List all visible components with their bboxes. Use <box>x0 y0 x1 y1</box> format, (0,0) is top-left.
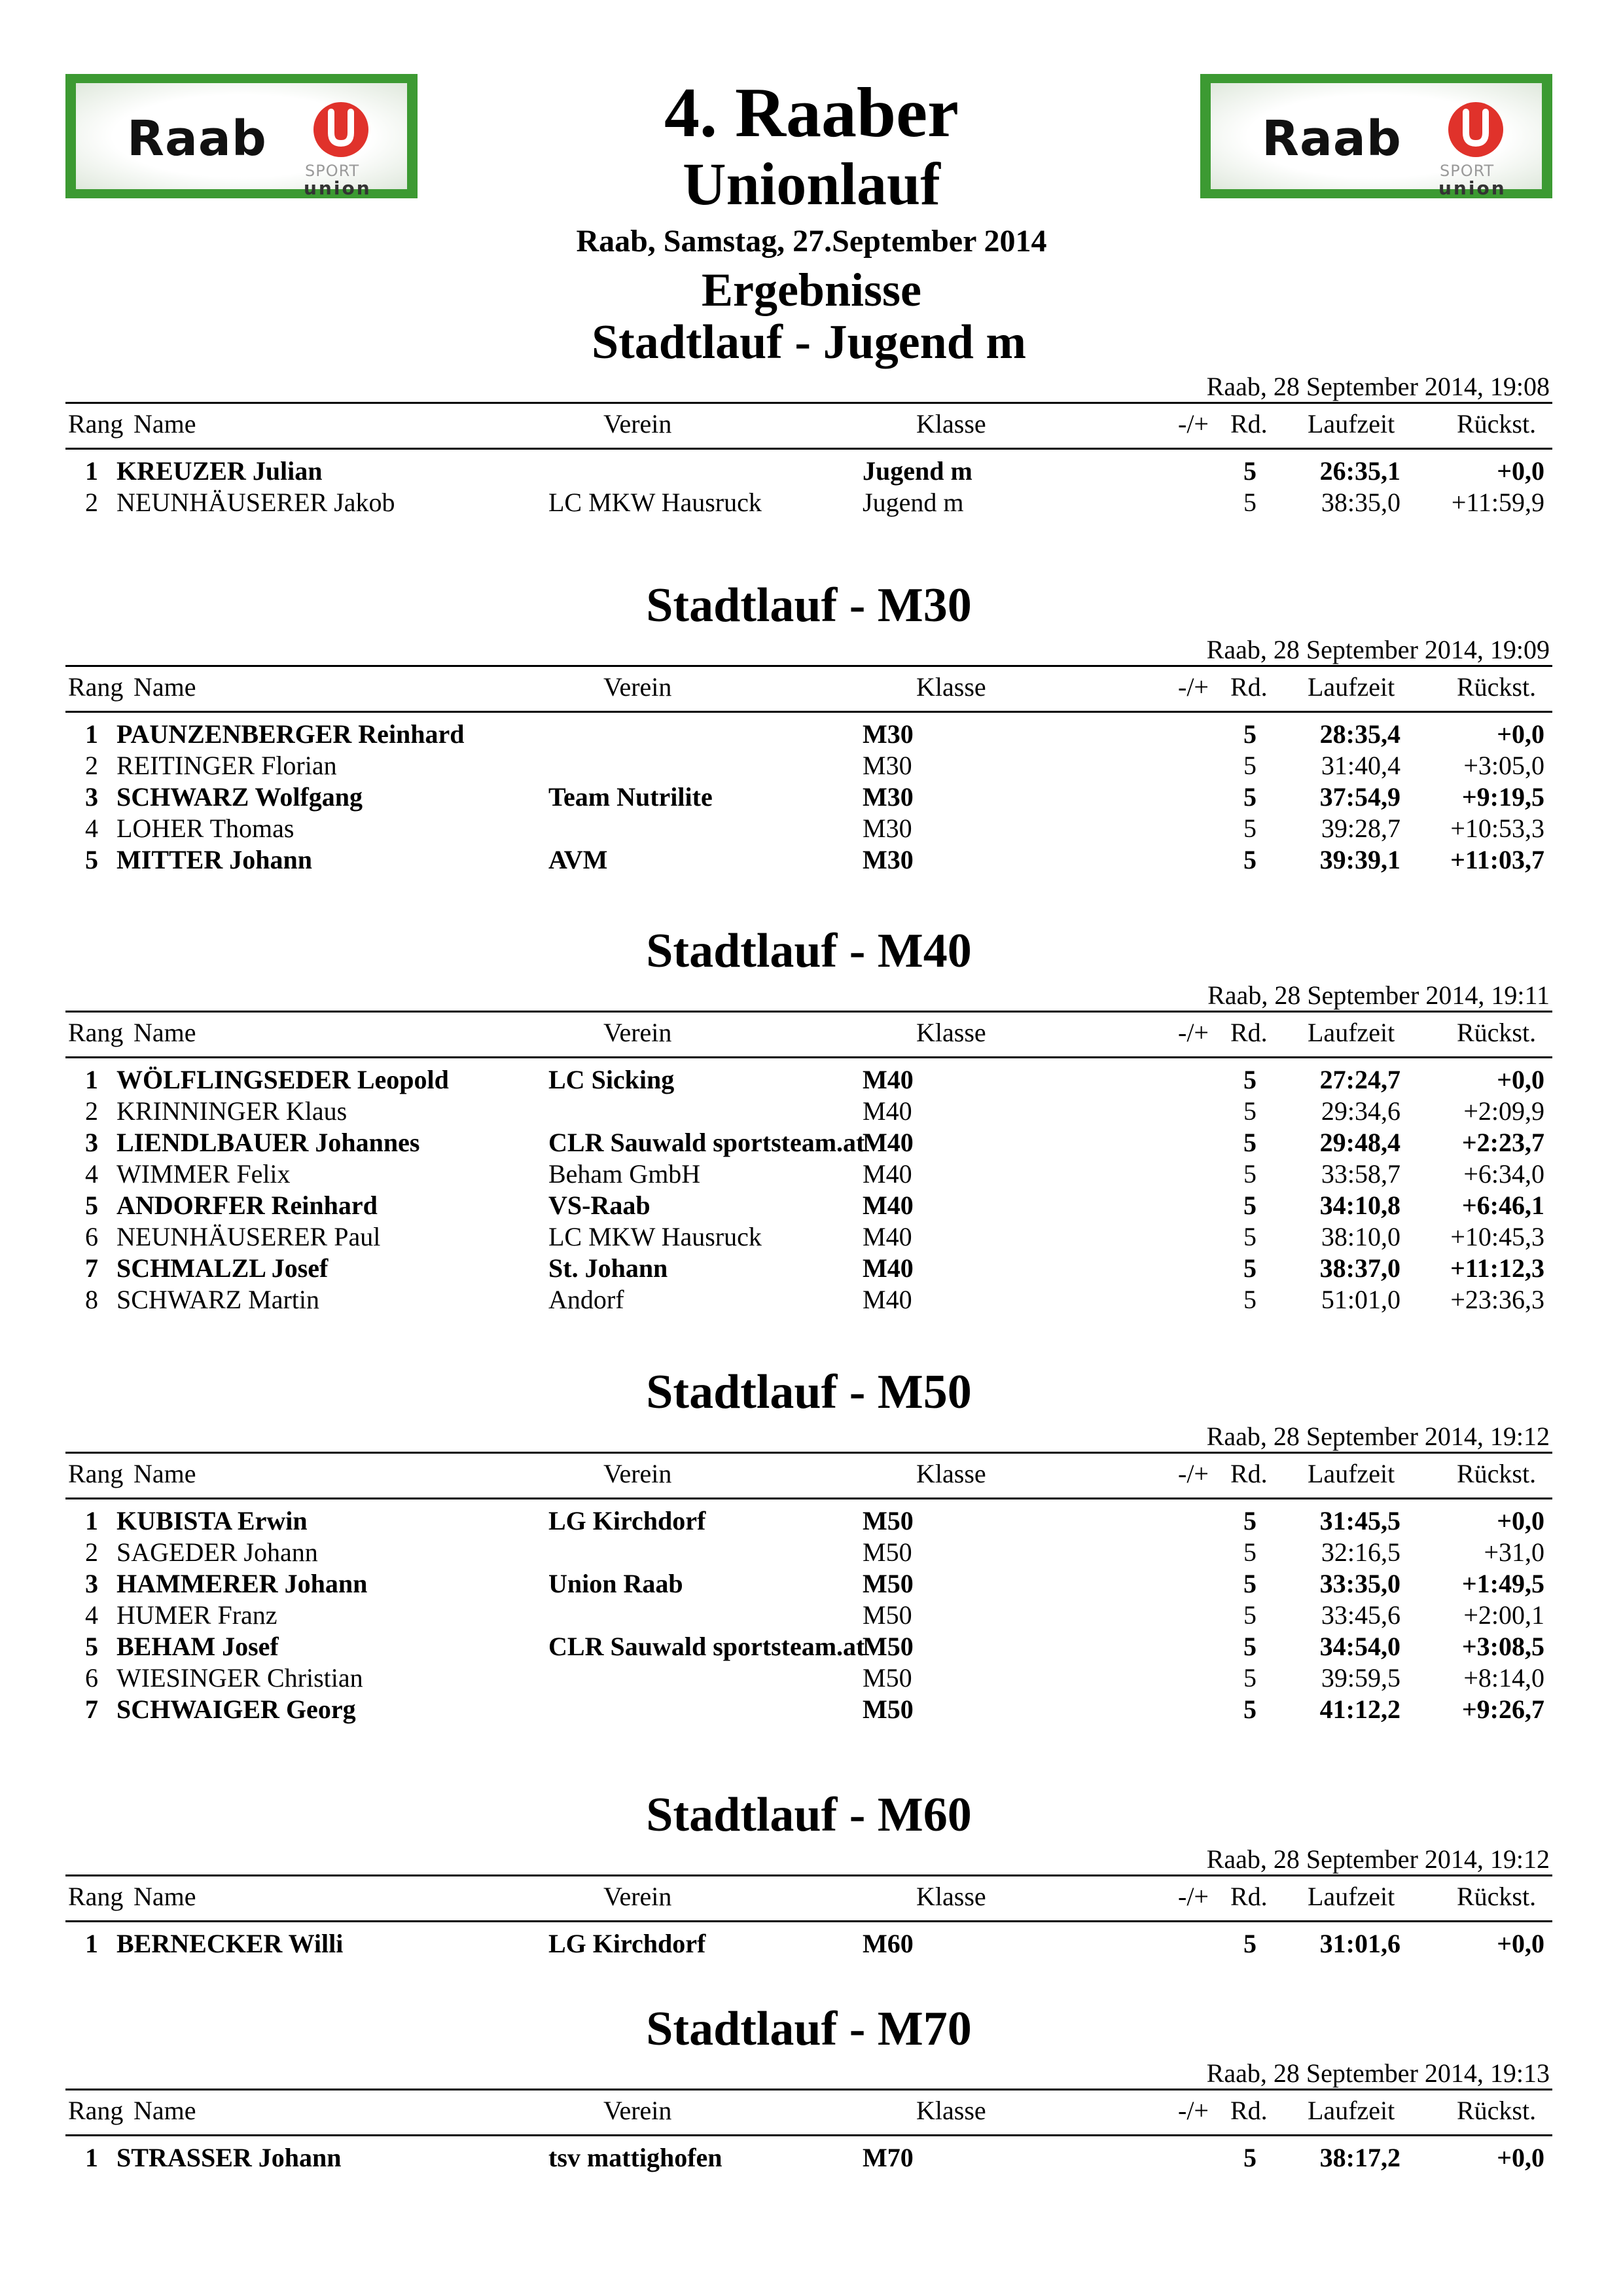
section-timestamp: Raab, 28 September 2014, 19:08 <box>1206 372 1550 401</box>
cell-rd: 5 <box>1243 1253 1257 1283</box>
table-header <box>65 1877 1552 1916</box>
column-header-klasse: Klasse <box>916 2096 986 2125</box>
cell-laufzeit: 37:54,9 <box>1319 782 1400 812</box>
cell-rueckstand: +0,0 <box>1497 2143 1544 2172</box>
cell-name: WIMMER Felix <box>116 1159 291 1189</box>
section-timestamp: Raab, 28 September 2014, 19:13 <box>1206 2058 1550 2088</box>
cell-rd: 5 <box>1243 1222 1257 1251</box>
cell-rang: 4 <box>85 814 98 843</box>
cell-verein: LG Kirchdorf <box>548 1929 706 1958</box>
cell-verein: VS-Raab <box>548 1191 651 1220</box>
cell-name: NEUNHÄUSERER Paul <box>116 1222 381 1251</box>
cell-rang: 6 <box>85 1663 98 1693</box>
cell-rd: 5 <box>1243 1128 1257 1157</box>
cell-rang: 2 <box>85 488 98 517</box>
cell-rang: 6 <box>85 1222 98 1251</box>
cell-rd: 5 <box>1243 782 1257 812</box>
cell-rd: 5 <box>1243 2143 1257 2172</box>
cell-name: MITTER Johann <box>116 845 312 874</box>
cell-klasse: M50 <box>863 1537 912 1567</box>
column-header-verein: Verein <box>603 1018 672 1047</box>
column-header-laufzeit: Laufzeit <box>1308 1459 1395 1488</box>
cell-rang: 1 <box>85 456 98 486</box>
results-section <box>65 1785 1552 1961</box>
header-rule-bottom <box>65 1498 1552 1499</box>
header-rule-top <box>65 665 1552 667</box>
cell-rang: 2 <box>85 1096 98 1126</box>
cell-verein: LC Sicking <box>548 1065 675 1094</box>
cell-klasse: M50 <box>863 1600 912 1630</box>
cell-rd: 5 <box>1243 1632 1257 1661</box>
cell-rd: 5 <box>1243 845 1257 874</box>
table-row <box>65 1537 1552 1568</box>
cell-rang: 7 <box>85 1253 98 1283</box>
section-timestamp: Raab, 28 September 2014, 19:11 <box>1207 980 1550 1010</box>
header-rule-bottom <box>65 2134 1552 2136</box>
section-timestamp: Raab, 28 September 2014, 19:12 <box>1206 1422 1550 1451</box>
column-header-verein: Verein <box>603 672 672 702</box>
cell-laufzeit: 33:45,6 <box>1321 1600 1400 1630</box>
column-header-klasse: Klasse <box>916 1882 986 1911</box>
column-header-rang: Rang <box>68 2096 124 2125</box>
cell-name: BERNECKER Willi <box>116 1929 344 1958</box>
column-header-rang: Rang <box>68 1459 124 1488</box>
cell-laufzeit: 51:01,0 <box>1321 1285 1400 1314</box>
logo-union-text: union <box>304 177 372 199</box>
column-header-verein: Verein <box>603 1459 672 1488</box>
column-header-rueckstand: Rückst. <box>1457 409 1537 439</box>
cell-rueckstand: +3:05,0 <box>1463 751 1544 780</box>
cell-laufzeit: 38:17,2 <box>1319 2143 1400 2172</box>
cell-laufzeit: 39:39,1 <box>1319 845 1400 874</box>
cell-rang: 7 <box>85 1695 98 1724</box>
cell-rang: 4 <box>85 1159 98 1189</box>
cell-rd: 5 <box>1243 1600 1257 1630</box>
header-rule-top <box>65 1011 1552 1013</box>
cell-rd: 5 <box>1243 1096 1257 1126</box>
column-header-rueckstand: Rückst. <box>1457 1018 1537 1047</box>
table-row <box>65 1600 1552 1631</box>
table-row <box>65 487 1552 518</box>
cell-name: KRINNINGER Klaus <box>116 1096 348 1126</box>
cell-laufzeit: 26:35,1 <box>1319 456 1400 486</box>
results-section <box>65 2000 1552 2175</box>
cell-laufzeit: 31:40,4 <box>1321 751 1400 780</box>
table-row <box>65 1064 1552 1096</box>
cell-klasse: M70 <box>863 2143 914 2172</box>
cell-rueckstand: +31,0 <box>1484 1537 1544 1567</box>
cell-rang: 3 <box>85 1128 98 1157</box>
cell-rueckstand: +2:00,1 <box>1463 1600 1544 1630</box>
cell-laufzeit: 27:24,7 <box>1319 1065 1400 1094</box>
header-rule-bottom <box>65 711 1552 713</box>
column-header-rd: Rd. <box>1230 1459 1268 1488</box>
cell-name: SCHWARZ Wolfgang <box>116 782 363 812</box>
cell-name: HAMMERER Johann <box>116 1569 368 1598</box>
cell-rang: 1 <box>85 1065 98 1094</box>
cell-klasse: M50 <box>863 1632 914 1661</box>
cell-klasse: M50 <box>863 1663 912 1693</box>
cell-laufzeit: 32:16,5 <box>1321 1537 1400 1567</box>
cell-name: KREUZER Julian <box>116 456 323 486</box>
section-title: Stadtlauf - M60 <box>646 1788 972 1842</box>
header-rule-top <box>65 2089 1552 2090</box>
event-date: Raab, Samstag, 27.September 2014 <box>576 224 1047 259</box>
column-header-name: Name <box>134 1459 196 1488</box>
column-header-laufzeit: Laufzeit <box>1308 409 1395 439</box>
logo-sport-text: SPORT <box>1440 162 1495 180</box>
cell-rang: 3 <box>85 1569 98 1598</box>
column-header-laufzeit: Laufzeit <box>1308 1018 1395 1047</box>
cell-klasse: M60 <box>863 1929 914 1958</box>
cell-name: SCHWAIGER Georg <box>116 1695 356 1724</box>
table-row <box>65 844 1552 876</box>
logo-text: Raab <box>1262 111 1402 167</box>
column-header-plusminus: -/+ <box>1178 1882 1209 1911</box>
table-header <box>65 668 1552 707</box>
cell-rd: 5 <box>1243 1285 1257 1314</box>
results-section <box>65 1363 1552 1727</box>
cell-rueckstand: +0,0 <box>1497 719 1544 749</box>
cell-rd: 5 <box>1243 1537 1257 1567</box>
cell-laufzeit: 31:01,6 <box>1319 1929 1400 1958</box>
table-header <box>65 1454 1552 1494</box>
cell-klasse: M50 <box>863 1569 914 1598</box>
cell-rang: 8 <box>85 1285 98 1314</box>
cell-verein: LC MKW Hausruck <box>548 1222 762 1251</box>
cell-rd: 5 <box>1243 488 1257 517</box>
cell-rang: 3 <box>85 782 98 812</box>
cell-rd: 5 <box>1243 1929 1257 1958</box>
cell-rueckstand: +0,0 <box>1497 1065 1544 1094</box>
column-header-laufzeit: Laufzeit <box>1308 672 1395 702</box>
cell-klasse: M40 <box>863 1159 912 1189</box>
cell-rd: 5 <box>1243 814 1257 843</box>
cell-rueckstand: +11:12,3 <box>1450 1253 1544 1283</box>
cell-name: LIENDLBAUER Johannes <box>116 1128 420 1157</box>
cell-rang: 5 <box>85 845 98 874</box>
cell-name: WÖLFLINGSEDER Leopold <box>116 1065 449 1094</box>
column-header-verein: Verein <box>603 409 672 439</box>
cell-rd: 5 <box>1243 719 1257 749</box>
cell-rd: 5 <box>1243 1065 1257 1094</box>
cell-rueckstand: +2:09,9 <box>1463 1096 1544 1126</box>
cell-verein: Beham GmbH <box>548 1159 701 1189</box>
column-header-laufzeit: Laufzeit <box>1308 2096 1395 2125</box>
cell-verein: Andorf <box>548 1285 624 1314</box>
cell-name: PAUNZENBERGER Reinhard <box>116 719 465 749</box>
cell-verein: LC MKW Hausruck <box>548 488 762 517</box>
section-title: Stadtlauf - M40 <box>646 924 972 978</box>
cell-klasse: M40 <box>863 1285 912 1314</box>
table-row <box>65 1662 1552 1694</box>
column-header-verein: Verein <box>603 2096 672 2125</box>
cell-verein: CLR Sauwald sportsteam.at <box>548 1128 865 1157</box>
cell-rueckstand: +8:14,0 <box>1463 1663 1544 1693</box>
column-header-rd: Rd. <box>1230 672 1268 702</box>
logo-sport-text: SPORT <box>305 162 360 180</box>
cell-klasse: M40 <box>863 1128 914 1157</box>
table-header <box>65 2091 1552 2130</box>
cell-name: SAGEDER Johann <box>116 1537 318 1567</box>
cell-rueckstand: +23:36,3 <box>1450 1285 1544 1314</box>
cell-klasse: M30 <box>863 751 912 780</box>
cell-laufzeit: 33:35,0 <box>1319 1569 1400 1598</box>
cell-name: LOHER Thomas <box>116 814 294 843</box>
cell-laufzeit: 38:37,0 <box>1319 1253 1400 1283</box>
column-header-name: Name <box>134 409 196 439</box>
table-row <box>65 1928 1552 1960</box>
results-section <box>65 576 1552 877</box>
cell-rang: 5 <box>85 1632 98 1661</box>
cell-laufzeit: 38:35,0 <box>1321 488 1400 517</box>
cell-rueckstand: +10:53,3 <box>1450 814 1544 843</box>
cell-laufzeit: 34:10,8 <box>1319 1191 1400 1220</box>
cell-klasse: M30 <box>863 845 914 874</box>
column-header-name: Name <box>134 1018 196 1047</box>
cell-klasse: M50 <box>863 1695 914 1724</box>
column-header-rd: Rd. <box>1230 1018 1268 1047</box>
cell-rueckstand: +6:34,0 <box>1463 1159 1544 1189</box>
section-timestamp: Raab, 28 September 2014, 19:09 <box>1206 635 1550 664</box>
cell-rd: 5 <box>1243 1695 1257 1724</box>
cell-rueckstand: +11:03,7 <box>1450 845 1544 874</box>
cell-rueckstand: +6:46,1 <box>1461 1191 1544 1220</box>
column-header-rd: Rd. <box>1230 409 1268 439</box>
cell-rd: 5 <box>1243 456 1257 486</box>
cell-klasse: M30 <box>863 719 914 749</box>
cell-rang: 1 <box>85 1506 98 1535</box>
cell-rueckstand: +9:19,5 <box>1461 782 1544 812</box>
column-header-plusminus: -/+ <box>1178 1018 1209 1047</box>
cell-name: BEHAM Josef <box>116 1632 279 1661</box>
cell-klasse: M30 <box>863 782 914 812</box>
table-row <box>65 2142 1552 2174</box>
cell-rueckstand: +11:59,9 <box>1451 488 1544 517</box>
cell-name: WIESINGER Christian <box>116 1663 363 1693</box>
section-title: Stadtlauf - M30 <box>646 579 972 632</box>
table-row <box>65 750 1552 781</box>
cell-laufzeit: 28:35,4 <box>1319 719 1400 749</box>
table-row <box>65 1158 1552 1190</box>
cell-verein: AVM <box>548 845 608 874</box>
cell-rueckstand: +0,0 <box>1497 1506 1544 1535</box>
cell-rang: 1 <box>85 1929 98 1958</box>
cell-klasse: Jugend m <box>863 488 964 517</box>
cell-rd: 5 <box>1243 1191 1257 1220</box>
section-timestamp: Raab, 28 September 2014, 19:12 <box>1206 1844 1550 1874</box>
column-header-plusminus: -/+ <box>1178 409 1209 439</box>
cell-rang: 1 <box>85 2143 98 2172</box>
cell-rang: 4 <box>85 1600 98 1630</box>
table-row <box>65 1694 1552 1725</box>
results-section <box>65 313 1552 520</box>
cell-rueckstand: +10:45,3 <box>1450 1222 1544 1251</box>
column-header-laufzeit: Laufzeit <box>1308 1882 1395 1911</box>
column-header-name: Name <box>134 2096 196 2125</box>
column-header-rd: Rd. <box>1230 1882 1268 1911</box>
header-rule-bottom <box>65 1920 1552 1922</box>
section-title: Stadtlauf - M70 <box>646 2002 972 2056</box>
cell-laufzeit: 38:10,0 <box>1321 1222 1400 1251</box>
cell-rueckstand: +3:08,5 <box>1461 1632 1544 1661</box>
table-row <box>65 813 1552 844</box>
table-row <box>65 1190 1552 1221</box>
cell-verein: LG Kirchdorf <box>548 1506 706 1535</box>
cell-klasse: M40 <box>863 1253 914 1283</box>
cell-name: ANDORFER Reinhard <box>116 1191 378 1220</box>
column-header-rueckstand: Rückst. <box>1457 2096 1537 2125</box>
column-header-plusminus: -/+ <box>1178 2096 1209 2125</box>
cell-rueckstand: +0,0 <box>1497 456 1544 486</box>
table-header <box>65 404 1552 444</box>
column-header-rang: Rang <box>68 672 124 702</box>
cell-klasse: M40 <box>863 1096 912 1126</box>
column-header-klasse: Klasse <box>916 409 986 439</box>
cell-name: STRASSER Johann <box>116 2143 342 2172</box>
results-section <box>65 922 1552 1317</box>
column-header-verein: Verein <box>603 1882 672 1911</box>
logo-text: Raab <box>127 111 267 167</box>
cell-rueckstand: +2:23,7 <box>1461 1128 1544 1157</box>
column-header-klasse: Klasse <box>916 1018 986 1047</box>
table-row <box>65 456 1552 487</box>
cell-verein: Team Nutrilite <box>548 782 713 812</box>
cell-verein: CLR Sauwald sportsteam.at <box>548 1632 865 1661</box>
section-title: Stadtlauf - Jugend m <box>591 315 1027 369</box>
column-header-rueckstand: Rückst. <box>1457 1459 1537 1488</box>
cell-rd: 5 <box>1243 1506 1257 1535</box>
cell-laufzeit: 39:28,7 <box>1321 814 1400 843</box>
cell-laufzeit: 41:12,2 <box>1319 1695 1400 1724</box>
cell-rueckstand: +0,0 <box>1497 1929 1544 1958</box>
table-row <box>65 1221 1552 1253</box>
section-title: Stadtlauf - M50 <box>646 1365 972 1419</box>
cell-laufzeit: 29:34,6 <box>1321 1096 1400 1126</box>
column-header-rueckstand: Rückst. <box>1457 1882 1537 1911</box>
table-row <box>65 1568 1552 1600</box>
cell-verein: Union Raab <box>548 1569 683 1598</box>
header-rule-top <box>65 1874 1552 1876</box>
column-header-plusminus: -/+ <box>1178 1459 1209 1488</box>
cell-name: SCHWARZ Martin <box>116 1285 319 1314</box>
cell-name: SCHMALZL Josef <box>116 1253 329 1283</box>
table-row <box>65 1096 1552 1127</box>
cell-klasse: M40 <box>863 1222 912 1251</box>
column-header-klasse: Klasse <box>916 1459 986 1488</box>
header-rule-top <box>65 1452 1552 1454</box>
column-header-rang: Rang <box>68 409 124 439</box>
column-header-klasse: Klasse <box>916 672 986 702</box>
cell-laufzeit: 31:45,5 <box>1319 1506 1400 1535</box>
cell-rueckstand: +9:26,7 <box>1461 1695 1544 1724</box>
table-row <box>65 719 1552 750</box>
cell-laufzeit: 29:48,4 <box>1319 1128 1400 1157</box>
table-row <box>65 1631 1552 1662</box>
results-heading: Ergebnisse <box>701 264 922 316</box>
logo-union-text: union <box>1438 177 1507 199</box>
event-subtitle: Unionlauf <box>683 151 940 217</box>
column-header-name: Name <box>134 1882 196 1911</box>
cell-rd: 5 <box>1243 1569 1257 1598</box>
column-header-rang: Rang <box>68 1018 124 1047</box>
column-header-rd: Rd. <box>1230 2096 1268 2125</box>
column-header-rueckstand: Rückst. <box>1457 672 1537 702</box>
cell-name: KUBISTA Erwin <box>116 1506 308 1535</box>
table-row <box>65 1253 1552 1284</box>
cell-laufzeit: 39:59,5 <box>1321 1663 1400 1693</box>
cell-klasse: M40 <box>863 1191 914 1220</box>
cell-verein: St. Johann <box>548 1253 668 1283</box>
cell-name: HUMER Franz <box>116 1600 277 1630</box>
cell-rd: 5 <box>1243 1159 1257 1189</box>
cell-rang: 1 <box>85 719 98 749</box>
cell-rang: 2 <box>85 751 98 780</box>
table-row <box>65 1127 1552 1158</box>
cell-rang: 2 <box>85 1537 98 1567</box>
cell-verein: tsv mattighofen <box>548 2143 722 2172</box>
cell-rueckstand: +1:49,5 <box>1461 1569 1544 1598</box>
cell-laufzeit: 34:54,0 <box>1319 1632 1400 1661</box>
cell-klasse: M50 <box>863 1506 914 1535</box>
cell-name: REITINGER Florian <box>116 751 337 780</box>
cell-klasse: M40 <box>863 1065 914 1094</box>
cell-rd: 5 <box>1243 751 1257 780</box>
column-header-rang: Rang <box>68 1882 124 1911</box>
column-header-name: Name <box>134 672 196 702</box>
header-rule-top <box>65 402 1552 404</box>
header-rule-bottom <box>65 1056 1552 1058</box>
cell-laufzeit: 33:58,7 <box>1321 1159 1400 1189</box>
cell-klasse: M30 <box>863 814 912 843</box>
table-row <box>65 1505 1552 1537</box>
table-row <box>65 1284 1552 1316</box>
event-title: 4. Raaber <box>664 74 959 152</box>
cell-rd: 5 <box>1243 1663 1257 1693</box>
table-row <box>65 781 1552 813</box>
table-header <box>65 1013 1552 1052</box>
cell-klasse: Jugend m <box>863 456 972 486</box>
cell-name: NEUNHÄUSERER Jakob <box>116 488 395 517</box>
cell-rang: 5 <box>85 1191 98 1220</box>
header-rule-bottom <box>65 448 1552 450</box>
column-header-plusminus: -/+ <box>1178 672 1209 702</box>
